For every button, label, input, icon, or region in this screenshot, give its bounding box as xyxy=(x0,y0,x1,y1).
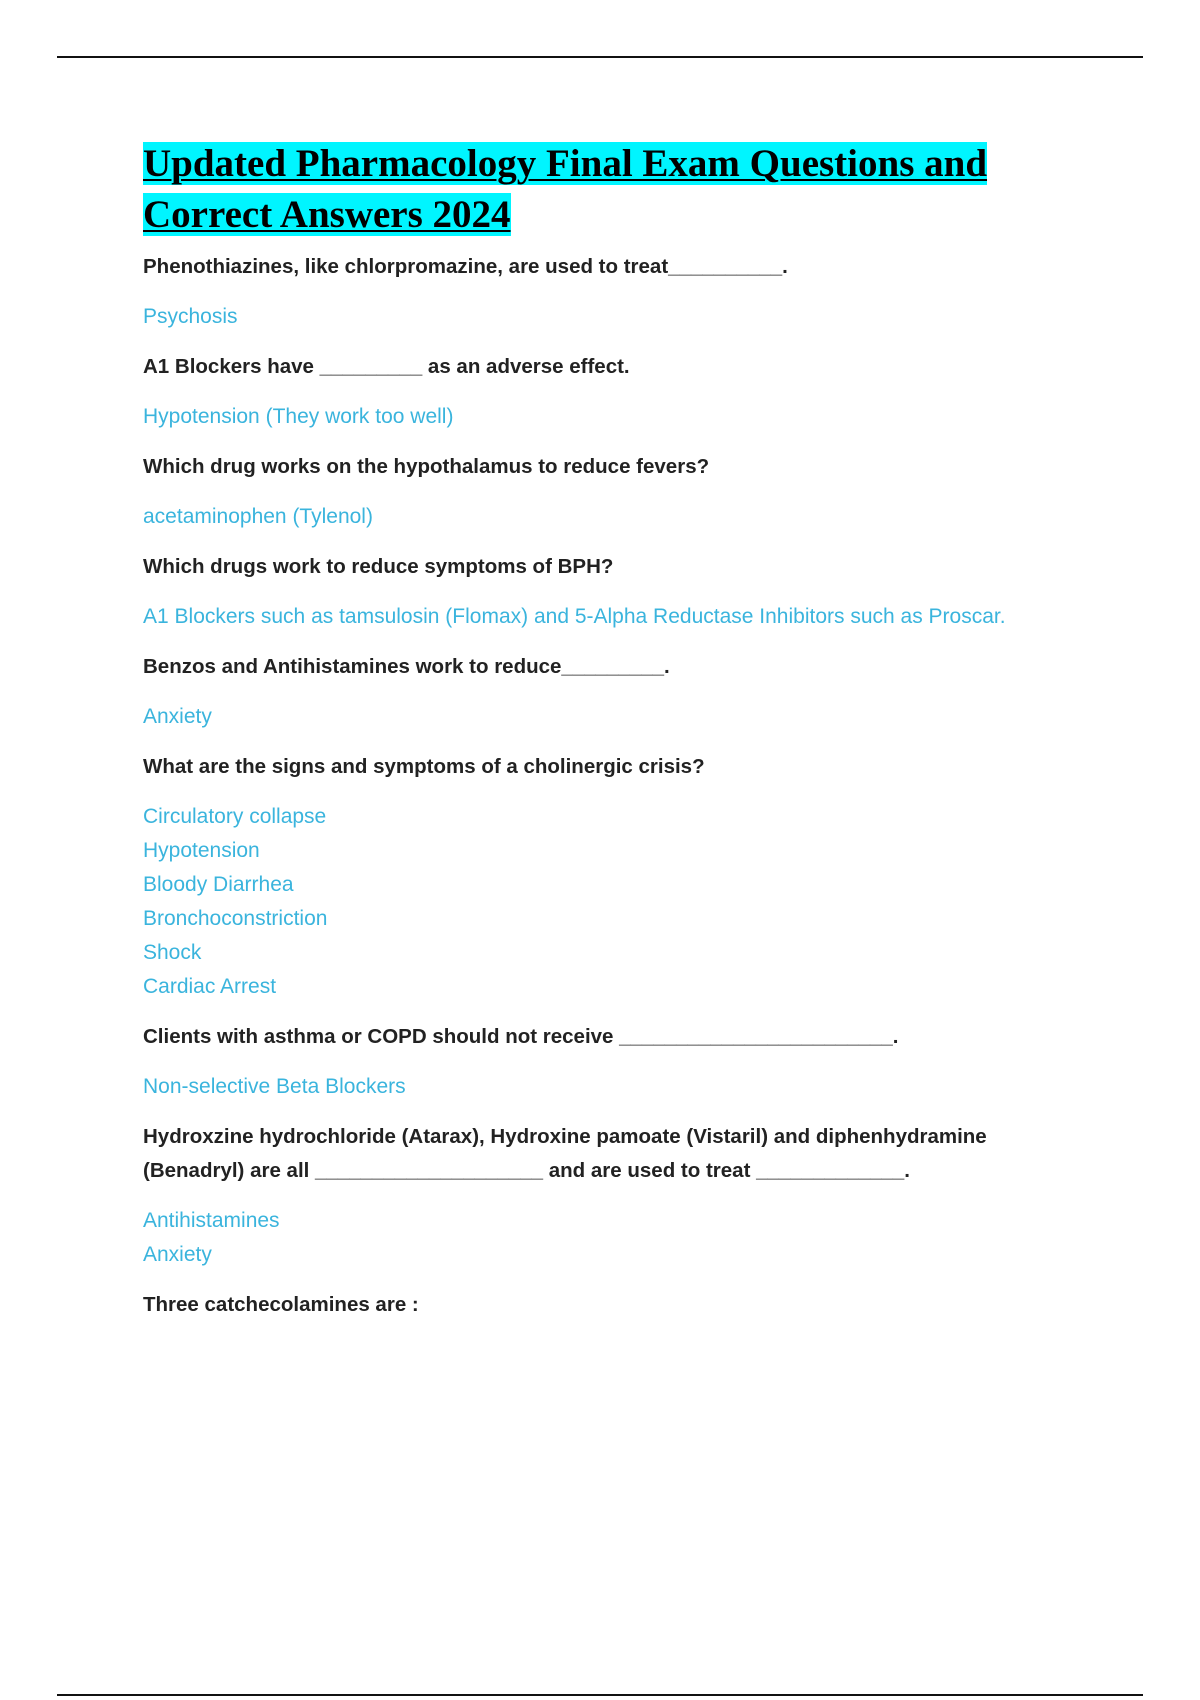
answer-text: Shock xyxy=(143,941,202,964)
answer-text: Non-selective Beta Blockers xyxy=(143,1075,406,1098)
answer-text: acetaminophen (Tylenol) xyxy=(143,505,373,528)
qa-item xyxy=(143,650,1093,734)
answer-block xyxy=(143,300,1093,334)
answer-block xyxy=(143,500,1093,534)
answer-text: Circulatory collapse xyxy=(143,805,327,828)
answer-block xyxy=(143,400,1093,434)
answer-text: Antihistamines xyxy=(143,1209,280,1232)
answer-block xyxy=(143,1070,1093,1104)
question-text: Clients with asthma or COPD should not receive ________________________. xyxy=(143,1025,899,1048)
question-text: Three catchecolamines are : xyxy=(143,1293,419,1316)
document-title xyxy=(143,138,1093,240)
question-text: Benzos and Antihistamines work to reduce_________. xyxy=(143,655,670,678)
answer-block xyxy=(143,1204,1093,1272)
answer-text: A1 Blockers such as tamsulosin (Flomax) and 5-Alpha Reductase Inhibitors such as Proscar. xyxy=(143,605,1006,628)
qa-item xyxy=(143,450,1093,534)
header-rule xyxy=(57,56,1143,58)
qa-item xyxy=(143,250,1093,334)
answer-block xyxy=(143,600,1093,634)
answer-text: Anxiety xyxy=(143,705,212,728)
qa-item xyxy=(143,1288,1093,1322)
document-body xyxy=(143,138,1093,1322)
qa-item xyxy=(143,1020,1093,1104)
answer-text: Cardiac Arrest xyxy=(143,975,277,998)
question-text: Which drug works on the hypothalamus to reduce fevers? xyxy=(143,455,710,478)
question-text: Phenothiazines, like chlorpromazine, are used to treat__________. xyxy=(143,255,788,278)
answer-text: Anxiety xyxy=(143,1243,212,1266)
answer-text: Bloody Diarrhea xyxy=(143,873,294,896)
question-text: What are the signs and symptoms of a cholinergic crisis? xyxy=(143,755,705,778)
answer-block xyxy=(143,700,1093,734)
document-title-text: Updated Pharmacology Final Exam Questions and Correct Answers 2024 xyxy=(143,142,988,236)
question-text: Which drugs work to reduce symptoms of BPH? xyxy=(143,555,614,578)
footer-rule xyxy=(57,1694,1143,1696)
question-text: Hydroxzine hydrochloride (Atarax), Hydroxine pamoate (Vistaril) and diphenhydramine (Benadryl) are all ____________________ and are used to treat _____________. xyxy=(143,1125,987,1182)
answer-block xyxy=(143,800,1093,1004)
answer-text: Hypotension xyxy=(143,839,260,862)
answer-text: Hypotension (They work too well) xyxy=(143,405,454,428)
qa-item xyxy=(143,350,1093,434)
qa-item xyxy=(143,550,1093,634)
question-text: A1 Blockers have _________ as an adverse effect. xyxy=(143,355,630,378)
answer-text: Psychosis xyxy=(143,305,238,328)
qa-item xyxy=(143,750,1093,1004)
answer-text: Bronchoconstriction xyxy=(143,907,328,930)
qa-list xyxy=(143,250,1093,1322)
qa-item xyxy=(143,1120,1093,1272)
